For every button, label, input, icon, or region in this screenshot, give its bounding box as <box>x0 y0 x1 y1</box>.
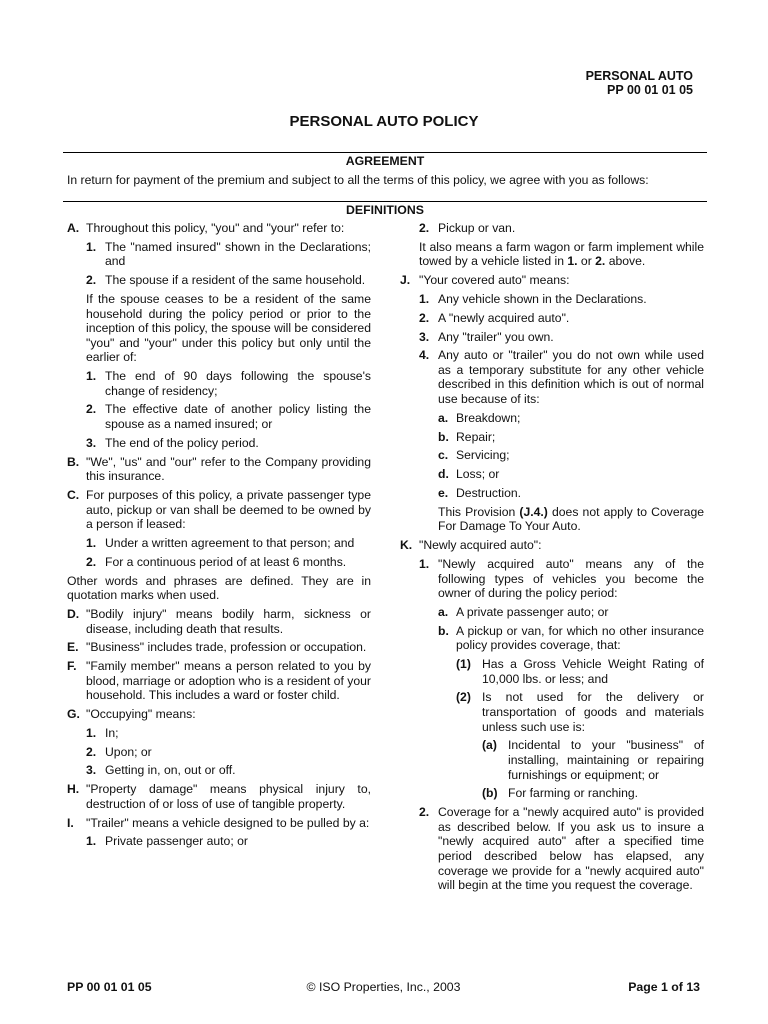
definition-c-item-1: 1. Under a written agreement to that person; and <box>86 535 355 550</box>
header-form-number: PP 00 01 01 05 <box>607 83 693 97</box>
header-line-1: PERSONAL AUTO <box>585 69 693 83</box>
definition-j4-e: e. Destruction. <box>438 485 522 500</box>
definition-k: K. "Newly acquired auto": <box>400 538 542 553</box>
footer-page-number: Page 1 of 13 <box>628 980 700 994</box>
definition-j-item-2: 2. A "newly acquired auto". <box>419 310 570 325</box>
definition-a-earlier-2: 2. The effective date of another policy listing the spouse as a named insured; or <box>86 402 371 432</box>
agreement-text: In return for payment of the premium and subject to all the terms of this policy, we agree with you as follows: <box>67 173 649 187</box>
definition-k-item-1: 1. "Newly acquired auto" means any of the following types of vehicles you become the owner of during the policy period: <box>419 556 704 601</box>
definition-j4-a: a. Breakdown; <box>438 410 521 425</box>
definition-g-item-2: 2. Upon; or <box>86 744 152 759</box>
right-column <box>400 221 704 897</box>
definitions-heading: DEFINITIONS <box>63 201 707 218</box>
left-column <box>67 221 371 853</box>
definition-i-item-1: 1. Private passenger auto; or <box>86 834 248 849</box>
definition-a-paragraph: If the spouse ceases to be a resident of the same household during the policy period or prior to the inception of this policy, the spouse will be considered "you" and "your" under this policy but only until the earlier of: <box>86 291 371 365</box>
definition-j4-c: c. Servicing; <box>438 448 510 463</box>
definition-i-paragraph: It also means a farm wagon or farm implement while towed by a vehicle listed in 1. or 2. above. <box>419 239 704 269</box>
definition-k1-a: a. A private passenger auto; or <box>438 604 609 619</box>
definition-k1b2-a: (a) Incidental to your "business" of installing, maintaining or repairing furnishings or equipment; or <box>482 738 704 782</box>
definition-a-earlier-3: 3. The end of the policy period. <box>86 435 259 450</box>
definition-a: A. Throughout this policy, "you" and "your" refer to: <box>67 221 345 235</box>
form-header <box>586 69 693 97</box>
definition-k1b2-b: (b) For farming or ranching. <box>482 786 639 801</box>
definition-c-item-2: 2. For a continuous period of at least 6 months. <box>86 554 347 569</box>
other-words-note: Other words and phrases are defined. They are in quotation marks when used. <box>67 573 371 603</box>
definition-i-item-2: 2. Pickup or van. <box>419 221 516 235</box>
definition-g: G. "Occupying" means: <box>67 707 196 722</box>
definition-a-earlier-1: 1. The end of 90 days following the spouse's change of residency; <box>86 369 371 398</box>
definition-j4-d: d. Loss; or <box>438 467 500 482</box>
definition-a-item-1: 1. The "named insured" shown in the Declarations; and <box>86 239 371 269</box>
footer-copyright: © ISO Properties, Inc., 2003 <box>306 980 461 994</box>
definition-k-item-2: 2. Coverage for a "newly acquired auto" is provided as described below. If you ask us to insure a "newly acquired auto" after a specified time period described below has elapsed, any coverage we provide for a "newly acquired auto" will begin at the time you request the coverage. <box>419 805 704 893</box>
definition-k1-b: b. A pickup or van, for which no other insurance policy provides coverage, that: <box>438 623 704 653</box>
definition-g-item-1: 1. In; <box>86 725 119 740</box>
definition-b: B. "We", "us" and "our" refer to the Company providing this insurance. <box>67 454 371 484</box>
definition-k1b-2: (2) Is not used for the delivery or transportation of goods and materials unless such use is: <box>456 690 704 734</box>
definition-a-item-2: 2. The spouse if a resident of the same household. <box>86 273 366 288</box>
definition-e: E. "Business" includes trade, profession or occupation. <box>67 640 367 655</box>
definition-g-item-3: 3. Getting in, on, out or off. <box>86 763 236 778</box>
definition-c: C. For purposes of this policy, a private passenger type auto, pickup or van shall be deemed to be owned by a person if leased: <box>67 488 371 532</box>
definition-k1b-1: (1) Has a Gross Vehicle Weight Rating of 10,000 lbs. or less; and <box>456 657 704 686</box>
definition-h: H. "Property damage" means physical injury to, destruction of or loss of use of tangible property. <box>67 782 371 811</box>
definition-j-provision-note: This Provision (J.4.) does not apply to Coverage For Damage To Your Auto. <box>438 504 704 534</box>
definition-j-item-1: 1. Any vehicle shown in the Declarations. <box>419 291 647 306</box>
definition-i: I. "Trailer" means a vehicle designed to be pulled by a: <box>67 815 370 830</box>
definition-j-item-3: 3. Any "trailer" you own. <box>419 329 554 344</box>
definition-j-item-4: 4. Any auto or "trailer" you do not own while used as a temporary substitute for any other vehicle described in this definition which is out of normal use because of its: <box>419 348 704 407</box>
definition-d: D. "Bodily injury" means bodily harm, sickness or disease, including death that results. <box>67 606 371 636</box>
footer-form-number: PP 00 01 01 05 <box>67 980 152 994</box>
agreement-heading: AGREEMENT <box>63 152 707 169</box>
definition-j4-b: b. Repair; <box>438 429 496 444</box>
definition-f: F. "Family member" means a person related to you by blood, marriage or adoption who is a resident of your household. This includes a ward or foster child. <box>67 659 371 703</box>
page-title: PERSONAL AUTO POLICY <box>289 113 479 130</box>
definition-j: J. "Your covered auto" means: <box>400 273 570 288</box>
